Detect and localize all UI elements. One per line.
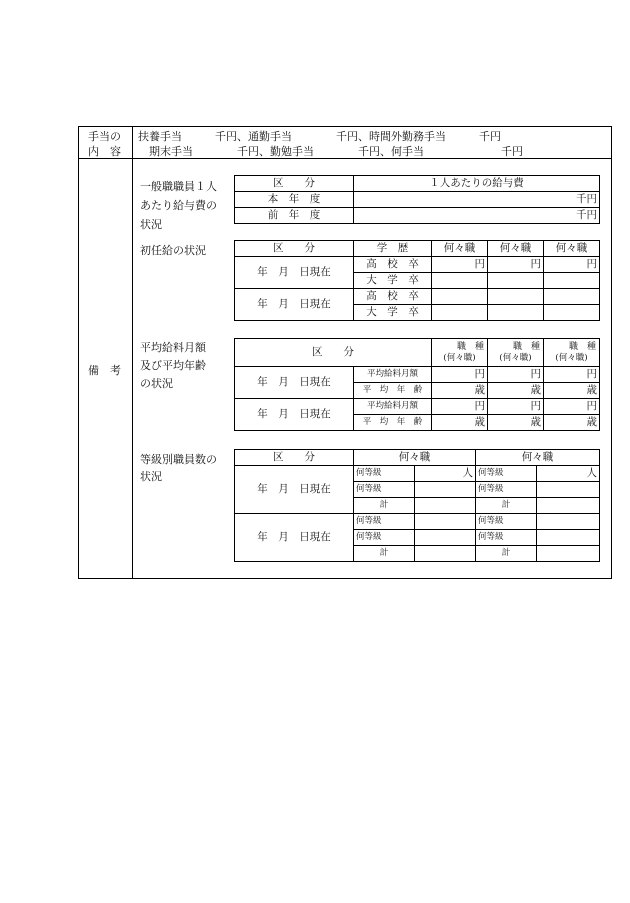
table-row — [235, 466, 600, 482]
blank-cell — [432, 305, 488, 321]
grade-cell: 何等級 — [354, 530, 415, 546]
unit-cell: 円 — [488, 399, 544, 415]
blank-cell — [488, 289, 544, 305]
unit-cell: 歳 — [544, 383, 600, 399]
grade-cell: 何等級 — [476, 514, 537, 530]
header-cell: 区 分 — [235, 339, 432, 367]
blank-cell — [537, 530, 600, 546]
blank-cell — [415, 530, 476, 546]
total-cell: 計 — [476, 546, 537, 562]
table-row — [235, 450, 600, 466]
grade-staff-table — [234, 449, 600, 562]
grade-cell: 何等級 — [354, 514, 415, 530]
value-cell: 千円 — [354, 192, 600, 208]
job-header-top: 職 種 — [568, 341, 596, 352]
unit-cell: 歳 — [544, 415, 600, 431]
unit-cell: 円 — [544, 399, 600, 415]
grade-cell: 何等級 — [476, 482, 537, 498]
header-cell: 区 分 — [235, 176, 354, 192]
unit-cell: 人 — [537, 466, 600, 482]
date-cell: 年 月 日現在 — [235, 466, 354, 514]
header-cell: 何々職 — [488, 241, 544, 257]
total-cell: 計 — [354, 498, 415, 514]
unit-cell: 円 — [544, 367, 600, 383]
header-cell: 何々職 — [544, 241, 600, 257]
job-header-cell — [432, 339, 488, 367]
table-row — [235, 339, 600, 367]
blank-cell — [544, 273, 600, 289]
blank-cell — [537, 546, 600, 562]
job-header-top: 職 種 — [512, 341, 540, 352]
education-cell: 高 校 卒 — [354, 289, 432, 305]
header-cell: 何々職 — [432, 241, 488, 257]
item-cell: 平 均 年 齢 — [354, 415, 432, 431]
section4-title-line: 状況 — [140, 470, 162, 483]
table-row — [235, 208, 600, 224]
section4-title — [140, 451, 217, 485]
section1-title-line: あたり給与費の — [140, 199, 217, 212]
date-cell: 年 月 日現在 — [235, 514, 354, 562]
blank-cell — [488, 273, 544, 289]
section1-title-line: 一般職職員１人 — [140, 180, 217, 193]
total-cell: 計 — [476, 498, 537, 514]
section2-title: 初任給の状況 — [140, 244, 206, 257]
blank-cell — [488, 305, 544, 321]
blank-cell — [544, 289, 600, 305]
blank-cell — [537, 482, 600, 498]
value-cell: 千円 — [354, 208, 600, 224]
table-row — [235, 367, 600, 383]
header-cell: 区 分 — [235, 450, 354, 466]
column-divider — [132, 126, 133, 579]
date-cell: 年 月 日現在 — [235, 367, 354, 399]
section3-title-line: 及び平均年齢 — [140, 359, 206, 372]
blank-cell — [415, 498, 476, 514]
allowance-label-top: 手当の — [88, 130, 121, 143]
allowance-line-1: 扶養手当 千円、通勤手当 千円、時間外勤務手当 千円 — [138, 130, 501, 143]
starting-salary-table — [234, 240, 600, 321]
remarks-label: 備 考 — [88, 364, 121, 377]
table-row — [235, 257, 600, 273]
unit-cell: 円 — [432, 367, 488, 383]
job-header-cell — [544, 339, 600, 367]
header-cell: 区 分 — [235, 241, 354, 257]
item-cell: 平均給料月額 — [354, 399, 432, 415]
unit-cell: 円 — [432, 399, 488, 415]
blank-cell — [537, 498, 600, 514]
unit-cell: 円 — [488, 257, 544, 273]
table-row — [235, 289, 600, 305]
date-cell: 年 月 日現在 — [235, 399, 354, 431]
unit-cell: 円 — [488, 367, 544, 383]
table-row — [235, 176, 600, 192]
item-cell: 平均給料月額 — [354, 367, 432, 383]
section4-title-line: 等級別職員数の — [140, 453, 217, 466]
blank-cell — [415, 546, 476, 562]
blank-cell — [432, 289, 488, 305]
grade-cell: 何等級 — [476, 466, 537, 482]
education-cell: 高 校 卒 — [354, 257, 432, 273]
allowance-line-2: 期末手当 千円、勤勉手当 千円、何手当 千円 — [138, 145, 523, 158]
education-cell: 大 学 卒 — [354, 305, 432, 321]
unit-cell: 歳 — [432, 415, 488, 431]
date-cell: 年 月 日現在 — [235, 257, 354, 289]
allowance-label-bottom: 内 容 — [88, 145, 121, 158]
unit-cell: 人 — [415, 466, 476, 482]
job-header-top: 職 種 — [456, 341, 484, 352]
item-cell: 平 均 年 齢 — [354, 383, 432, 399]
unit-cell: 円 — [432, 257, 488, 273]
average-salary-table — [234, 338, 600, 431]
blank-cell — [537, 514, 600, 530]
unit-cell: 歳 — [488, 415, 544, 431]
section3-title-line: の状況 — [140, 377, 173, 390]
header-cell: 何々職 — [354, 450, 476, 466]
header-cell: 何々職 — [476, 450, 600, 466]
table-row — [235, 514, 600, 530]
total-cell: 計 — [354, 546, 415, 562]
grade-cell: 何等級 — [476, 530, 537, 546]
job-header-cell — [488, 339, 544, 367]
job-header-bottom: (何々職) — [555, 352, 588, 363]
unit-cell: 歳 — [488, 383, 544, 399]
unit-cell: 歳 — [432, 383, 488, 399]
blank-cell — [544, 305, 600, 321]
grade-cell: 何等級 — [354, 482, 415, 498]
date-cell: 年 月 日現在 — [235, 289, 354, 321]
section3-title-line: 平均給料月額 — [140, 341, 206, 354]
unit-cell: 円 — [544, 257, 600, 273]
blank-cell — [415, 514, 476, 530]
salary-cost-table — [234, 175, 600, 224]
job-header-bottom: (何々職) — [443, 352, 476, 363]
grade-cell: 何等級 — [354, 466, 415, 482]
table-row — [235, 192, 600, 208]
section3-title — [140, 339, 206, 393]
table-row — [235, 241, 600, 257]
section1-title — [140, 177, 217, 234]
table-row — [235, 399, 600, 415]
blank-cell — [415, 482, 476, 498]
section1-title-line: 状況 — [140, 218, 162, 231]
blank-cell — [432, 273, 488, 289]
row-label: 本 年 度 — [235, 192, 354, 208]
education-cell: 大 学 卒 — [354, 273, 432, 289]
job-header-bottom: (何々職) — [499, 352, 532, 363]
header-cell: １人あたりの給与費 — [354, 176, 600, 192]
header-cell: 学 歴 — [354, 241, 432, 257]
row-label: 前 年 度 — [235, 208, 354, 224]
